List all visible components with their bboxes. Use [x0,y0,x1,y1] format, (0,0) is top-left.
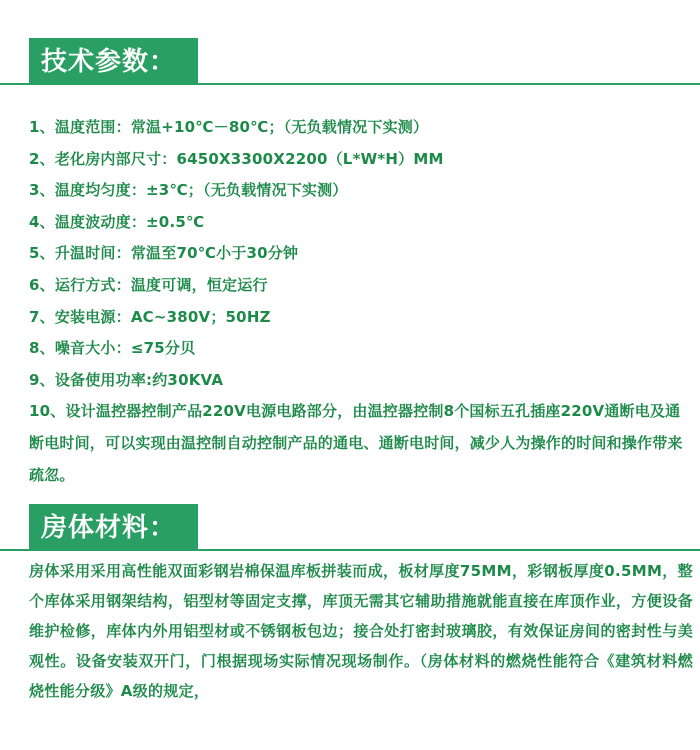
spec-item: 9、设备使用功率:约30KVA [29,370,224,389]
material-title: 房体材料： [29,504,198,551]
spec-item: 4、温度波动度：±0.5℃ [29,212,205,231]
spec-item: 7、安装电源：AC~380V；50HZ [29,307,271,326]
spec-item: 2、老化房内部尺寸：6450X3300X2200（L*W*H）MM [29,149,444,168]
tech-params-header [0,38,700,84]
material-header [0,504,700,550]
spec-item: 10、设计温控器控制产品220V电源电路部分，由温控器控制8个国标五孔插座220V通断电及通断电时间，可以实现由温控制自动控制产品的通电、通断电时间，减少人为操作的时间和操作带来疏忽。 [29,402,683,484]
spec-list [29,112,689,491]
spec-item: 1、温度范围：常温+10℃－80℃；（无负载情况下实测） [29,118,429,136]
spec-item: 5、升温时间：常温至70℃小于30分钟 [29,244,299,263]
spec-item: 8、噪音大小：≤75分贝 [29,339,196,358]
tech-params-title: 技术参数： [29,38,198,85]
spec-item: 3、温度均匀度：±3℃；（无负载情况下实测） [29,181,348,200]
spec-item: 6、运行方式：温度可调，恒定运行 [29,275,268,294]
material-description: 房体采用采用高性能双面彩钢岩棉保温库板拼装而成，板材厚度75MM，彩钢板厚度0.5MM，整个库体采用钢架结构，铝型材等固定支撑，库顶无需其它辅助措施就能直接在库顶作业，方便设备维护检修，库体内外用铝型材或不锈钢板包边；接合处打密封玻璃胶，有效保证房间的密封性与美观性。设备安装双开门，门根据现场实际情况现场制作。（房体材料的燃烧性能符合《建筑材料燃烧性能分级》A级的规定， [29,562,693,700]
